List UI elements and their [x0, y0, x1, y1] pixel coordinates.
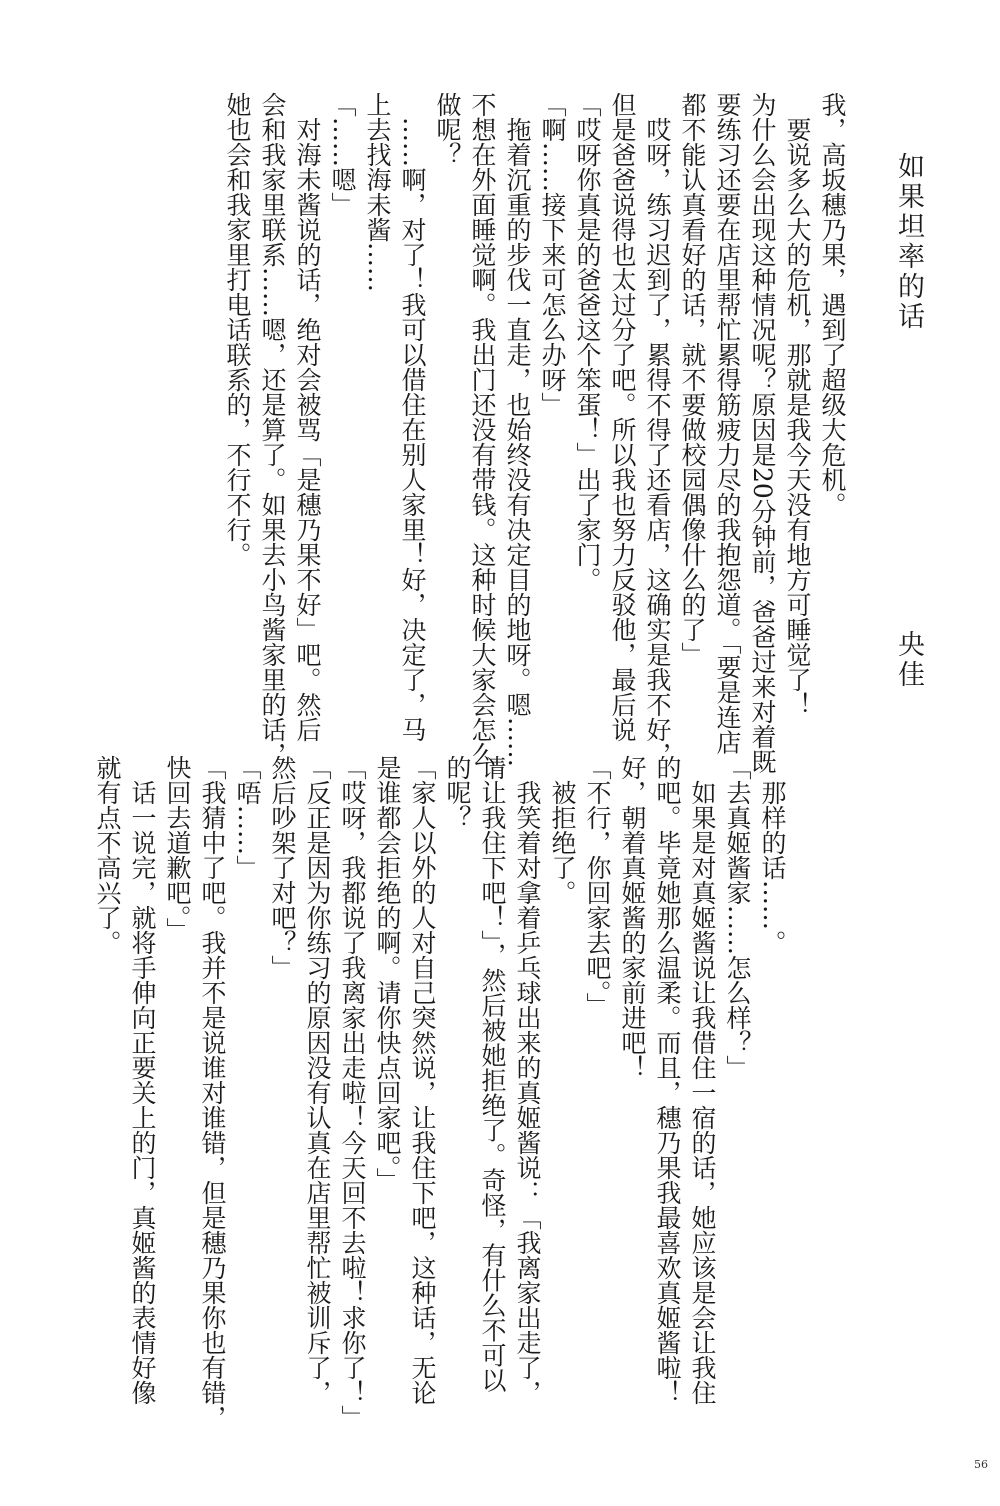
text-line: 「我猜中了吧。我并不是说谁对谁错，但是穗乃果你也有错， — [198, 755, 227, 1430]
text-line: 「……嗯」 — [328, 92, 357, 217]
story-title: 如果坦率的话 — [893, 152, 924, 332]
text-line: 都不能认真看好的话，就不要做校园偶像什么的了」 — [678, 92, 707, 667]
text-line: 「反正是因为你练习的原因没有认真在店里帮忙被训斥了， — [303, 755, 332, 1405]
text-line: 好，朝着真姬酱的家前进吧！ — [618, 755, 647, 1080]
text-line: 我笑着对拿着乒乓球出来的真姬酱说：「我离家出走了， — [513, 755, 542, 1405]
text-line: 如果是对真姬酱说让我借住一宿的话，她应该是会让我住 — [688, 755, 717, 1405]
text-line: ……啊，对了！我可以借住在别人家里！好，决定了，马 — [398, 92, 427, 742]
text-line: 要说多么大的危机，那就是我今天没有地方可睡觉了！ — [783, 92, 812, 717]
text-line: 就有点不高兴了。 — [93, 755, 122, 955]
text-line: 的呢？ — [443, 755, 472, 830]
text-line: 拖着沉重的步伐一直走，也始终没有决定目的地呀。嗯…… — [503, 92, 532, 767]
text-line: 「啊……接下来可怎么办呀」 — [538, 92, 567, 417]
text-line: 「不行，你回家去吧。」 — [583, 755, 612, 1018]
text-line: 是谁都会拒绝的啊。请你快点回家吧。」 — [373, 755, 402, 1193]
top-text-block — [220, 92, 850, 774]
text-line: 那样的话……。 — [758, 755, 787, 955]
text-line: 不想在外面睡觉啊。我出门还没有带钱。这种时候大家会怎么 — [468, 92, 497, 767]
text-line: 被拒绝了。 — [548, 755, 577, 905]
text-line: 快回去道歉吧。」 — [163, 755, 192, 943]
text-line: 的吧。毕竟她那么温柔。而且，穗乃果我最喜欢真姬酱啦！ — [653, 755, 682, 1405]
text-line: 会和我家里联系……嗯，还是算了。如果去小鸟酱家里的话， — [258, 92, 287, 767]
text-line: 做呢？ — [433, 92, 462, 167]
text-line: 「哎呀，我都说了我离家出走啦！今天回不去啦！求你了！」 — [338, 755, 367, 1430]
page-number: 56 — [974, 1458, 988, 1471]
text-line: 然后吵架了对吧？」 — [268, 755, 297, 980]
text-line: 对海未酱说的话，绝对会被骂「是穗乃果不好」吧。然后 — [293, 92, 322, 742]
text-line: 请让我住下吧！」，然后被她拒绝了。奇怪，有什么不可以 — [478, 755, 507, 1393]
text-line: 她也会和我家里打电话联系的，不行不行。 — [223, 92, 252, 567]
text-line: 「唔……」 — [233, 755, 262, 880]
text-line: 上去找海未酱…… — [363, 92, 392, 292]
text-line: 话一说完，就将手伸向正要关上的门，真姬酱的表情好像 — [128, 755, 157, 1405]
bottom-text-block — [90, 755, 790, 1430]
author-name: 央佳 — [893, 630, 924, 690]
text-line: 要练习还要在店里帮忙累得筋疲力尽的我抱怨道。「要是连店 — [713, 92, 742, 755]
text-line: 我，高坂穗乃果，遇到了超级大危机。 — [818, 92, 847, 517]
text-line: 为什么会出现这种情况呢？原因是20分钟前，爸爸过来对着既 — [748, 92, 777, 774]
text-line: 「哎呀你真是的爸爸这个笨蛋！」出了家门。 — [573, 92, 602, 592]
text-line: 「家人以外的人对自己突然说，让我住下吧，这种话，无论 — [408, 755, 437, 1405]
text-line: 「去真姬酱家……怎么样？」 — [723, 755, 752, 1080]
text-line: 但是爸爸说得也太过分了吧。所以我也努力反驳他，最后说 — [608, 92, 637, 742]
text-line: 哎呀，练习迟到了，累得不得了还看店，这确实是我不好， — [643, 92, 672, 767]
